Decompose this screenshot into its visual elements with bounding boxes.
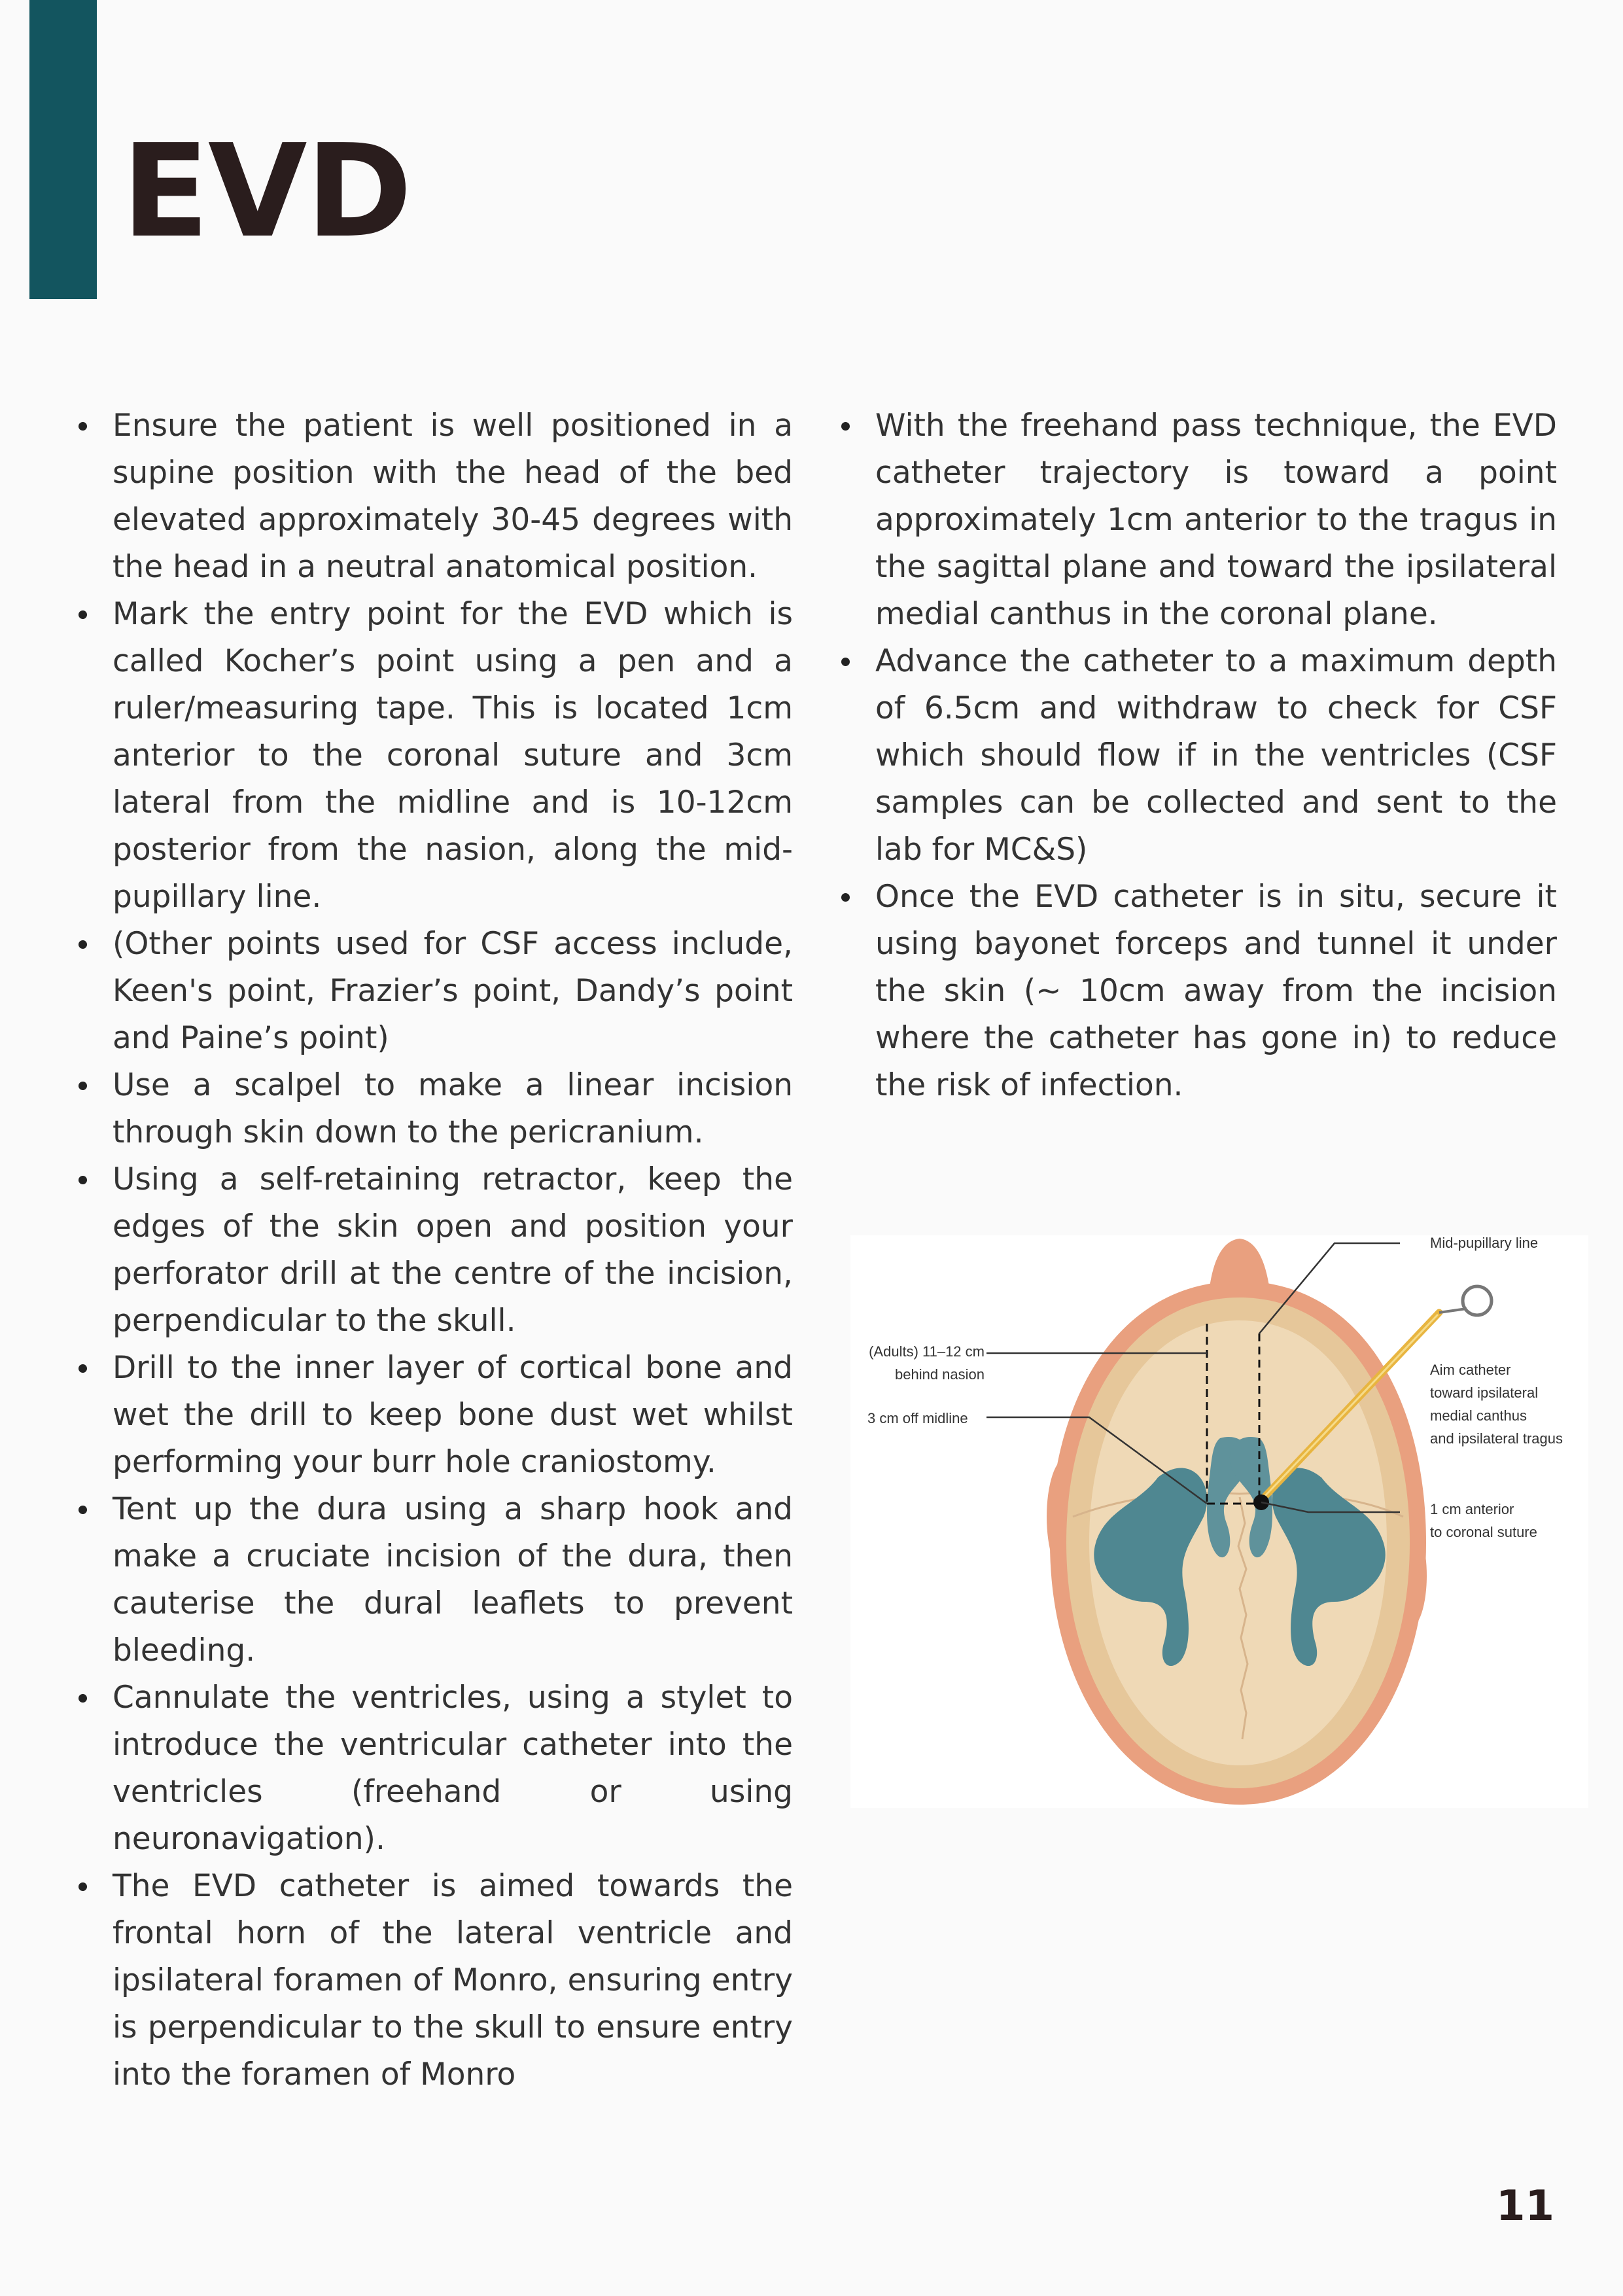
catheter-ring (1463, 1286, 1492, 1315)
list-item: (Other points used for CSF access include, Keen's point, Frazier’s point, Dandy’s point and Paine’s point) (68, 921, 793, 1062)
accent-bar (29, 0, 97, 299)
list-item: Mark the entry point for the EVD which is called Kocher’s point using a pen and a ruler/measuring tape. This is located 1cm anterior to the coronal suture and 3cm lateral from the midline and is 10-12cm posterior from the nasion, along the mid-pupillary line. (68, 591, 793, 921)
nasion-distance-label: (Adults) 11–12 cm behind nasion (869, 1343, 985, 1383)
list-item: Drill to the inner layer of cortical bone and wet the drill to keep bone dust wet whilst performing your burr hole craniostomy. (68, 1345, 793, 1486)
mid-pupillary-line-label: Mid-pupillary line (1430, 1235, 1539, 1251)
list-item: Use a scalpel to make a linear incision through skin down to the pericranium. (68, 1062, 793, 1156)
list-item: Using a self-retaining retractor, keep the edges of the skin open and position your perforator drill at the centre of the incision, perpendicular to the skull. (68, 1156, 793, 1345)
evd-skull-illustration (850, 1235, 1588, 1808)
midline-offset-label: 3 cm off midline (867, 1410, 968, 1426)
list-item: The EVD catheter is aimed towards the frontal horn of the lateral ventricle and ipsilateral foramen of Monro, ensuring entry is perpendicular to the skull to ensure entry into the foramen of Monro (68, 1863, 793, 2098)
list-item: Once the EVD catheter is in situ, secure it using bayonet forceps and tunnel it under the skin (~ 10cm away from the incision where the catheter has gone in) to reduce the risk of infection. (831, 874, 1557, 1109)
left-column-list (68, 402, 793, 2098)
list-item: Advance the catheter to a maximum depth of 6.5cm and withdraw to check for CSF which should flow if in the ventricles (CSF samples can be collected and sent to the lab for MC&S) (831, 638, 1557, 874)
right-column-list (831, 402, 1557, 1109)
catheter-handle (1439, 1309, 1467, 1313)
page-title: EVD (122, 117, 411, 266)
list-item: Cannulate the ventricles, using a stylet to introduce the ventricular catheter into the ventricles (freehand or using neuronavigation). (68, 1674, 793, 1863)
list-item: Ensure the patient is well positioned in a supine position with the head of the bed elevated approximately 30-45 degrees with the head in a neutral anatomical position. (68, 402, 793, 591)
coronal-suture-label: 1 cm anterior to coronal suture (1430, 1501, 1537, 1540)
page-number: 11 (1496, 2182, 1555, 2231)
list-item: Tent up the dura using a sharp hook and make a cruciate incision of the dura, then cauterise the dural leaflets to prevent bleeding. (68, 1486, 793, 1674)
aim-catheter-label: Aim catheter toward ipsilateral medial canthus and ipsilateral tragus (1430, 1362, 1563, 1447)
list-item: With the freehand pass technique, the EVD catheter trajectory is toward a point approximately 1cm anterior to the tragus in the sagittal plane and toward the ipsilateral medial canthus in the coronal plane. (831, 402, 1557, 638)
